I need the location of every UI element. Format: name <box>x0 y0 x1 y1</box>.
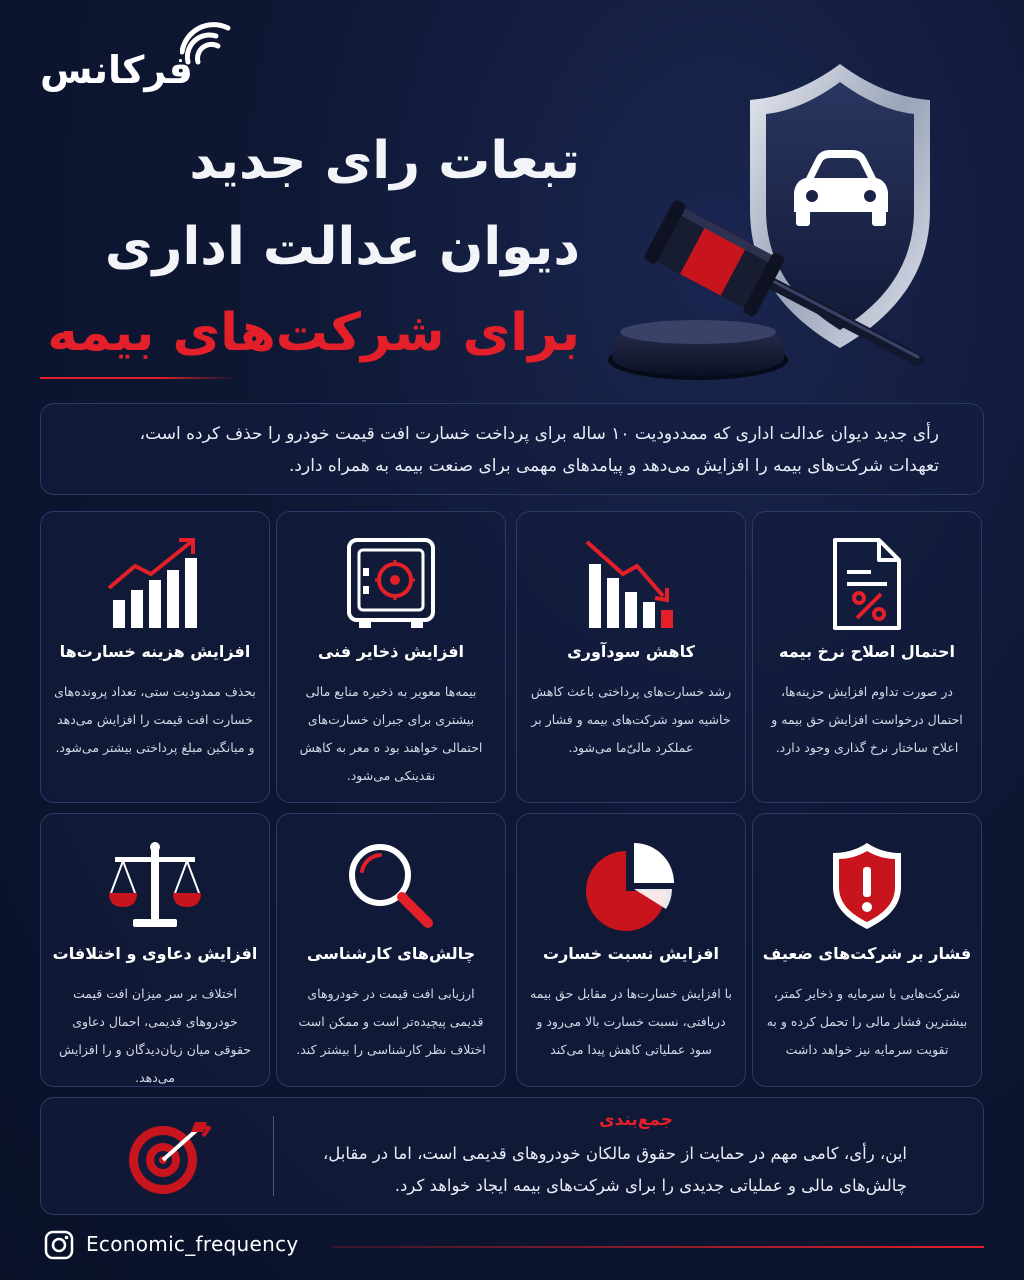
card-title: احتمال اصلاح نرخ بیمه <box>779 642 955 661</box>
summary-divider <box>273 1116 274 1196</box>
title-line-2: دیوان عدالت اداری <box>104 217 580 277</box>
footer-line <box>332 1246 984 1248</box>
card-body: در صورت تداوم افزایش حزینه‌ها، احتمال درخواست افزایش حق بیمه و اعلاح ساختار نرخ گذاری وجود دارد. <box>771 684 963 755</box>
footer <box>40 1228 984 1262</box>
card-title: کاهش سودآوری <box>567 642 695 661</box>
card-title: افزایش نسبت خسارت <box>542 944 720 963</box>
card-title: فشار بر شرکت‌های ضعیف <box>762 944 972 963</box>
pie-chart-icon <box>586 841 676 931</box>
card-body: ارزیابی افت قیمت در خودروهای قدیمی پیچیده‌تر است و ممکن است اختلاف نظر کارشناسی را بیشتر کند. <box>296 986 486 1057</box>
chart-down-icon <box>583 536 679 632</box>
intro-line-1: رأی جدید دیوان عدالت اداری که ممددودیت ۱۰ ساله برای پرداخت خسارت افت قیمت خودرو را حذف کرده است، <box>139 424 939 444</box>
card-body: بحذف ممدودیت ستی، تعداد پرونده‌های خسارت افت قیمت را افزایش می‌دهد و میانگین مبلغ پرداختی بیشتر می‌شود. <box>54 684 256 755</box>
summary-box <box>40 1097 984 1215</box>
instagram-handle[interactable]: Economic_frequency <box>86 1232 299 1256</box>
warning-shield-icon <box>829 841 905 931</box>
chart-up-icon <box>107 536 203 632</box>
shield-gavel-illustration <box>600 60 960 390</box>
summary-text <box>287 1138 907 1202</box>
card-technical-reserves <box>276 511 506 803</box>
card-profit-decline <box>516 511 746 803</box>
title-line-3: برای شرکت‌های بیمه <box>47 303 580 363</box>
scales-icon <box>107 841 203 931</box>
instagram-icon[interactable] <box>44 1230 74 1260</box>
summary-title: جمع‌بندی <box>599 1110 673 1130</box>
card-claims-cost <box>40 511 270 803</box>
card-body: با افزایش خسارت‌ها در مقابل حق بیمه دریافتی، نسبت خسارت بالا می‌رود و سود عملیاتی کاهش پیدا می‌کند <box>530 986 732 1057</box>
brand-logo <box>40 22 240 92</box>
card-loss-ratio <box>516 813 746 1087</box>
magnifier-icon <box>346 841 436 931</box>
card-body: بیمه‌ها معویر به ذخیره منابع مالی بیشتری برای جبران خسارت‌های احتمالی خواهند بود ه معر به کاهش نقدینکی می‌شود. <box>299 684 483 783</box>
card-body: اختلاف بر سر میزان افت قیمت خودروهای قدیمی، احمال دعاوی حقوقی میان زیان‌دیدگان و را افزایش می‌دهد. <box>58 986 252 1085</box>
card-title: افزایش هزینه خسارت‌ها <box>59 642 251 661</box>
intro-box <box>40 403 984 495</box>
card-expert-challenges <box>276 813 506 1087</box>
card-disputes <box>40 813 270 1087</box>
intro-line-2: تعهدات شرکت‌های بیمه را افزایش می‌دهد و پیامدهای مهمی برای صنعت بیمه به همراه دارد. <box>289 456 939 476</box>
card-body: رشد خسارت‌های پرداختی باعث کاهش خاشیه سود شرکت‌های بیمه و فشار بر عملکرد مالیّ‌ما می‌شود. <box>530 684 732 755</box>
page-title <box>40 118 580 376</box>
title-underline <box>40 377 236 379</box>
summary-line-1: این، رأی، کامی مهم در حمایت از حقوق مالکان خودروهای قدیمی است، اما در مقابل، <box>322 1144 907 1163</box>
target-icon <box>125 1118 211 1198</box>
card-body: شرکت‌هایی با سرمایه و ذخایر کمتر، بیشترین فشار مالی را تحمل کرده و ﺑﻪ تقویت سرمایه نیز خواهد داشت <box>766 986 968 1057</box>
title-line-1: تبعات رای جدید <box>189 131 580 191</box>
card-title: چالش‌های کارشناسی <box>306 944 476 963</box>
safe-icon <box>345 536 437 632</box>
summary-line-2: چالش‌های مالی و عملیاتی جدیدی را برای شرکت‌های بیمه ایجاد خواهد کرد. <box>394 1176 907 1195</box>
card-rate-reform <box>752 511 982 803</box>
brand-logo-text: فرکانس <box>40 48 193 92</box>
card-weak-companies <box>752 813 982 1087</box>
document-percent-icon <box>827 536 907 632</box>
card-title: افزایش دعاوی و اختلافات <box>52 944 258 963</box>
card-title: افزایش ذخایر فنی <box>317 642 465 661</box>
